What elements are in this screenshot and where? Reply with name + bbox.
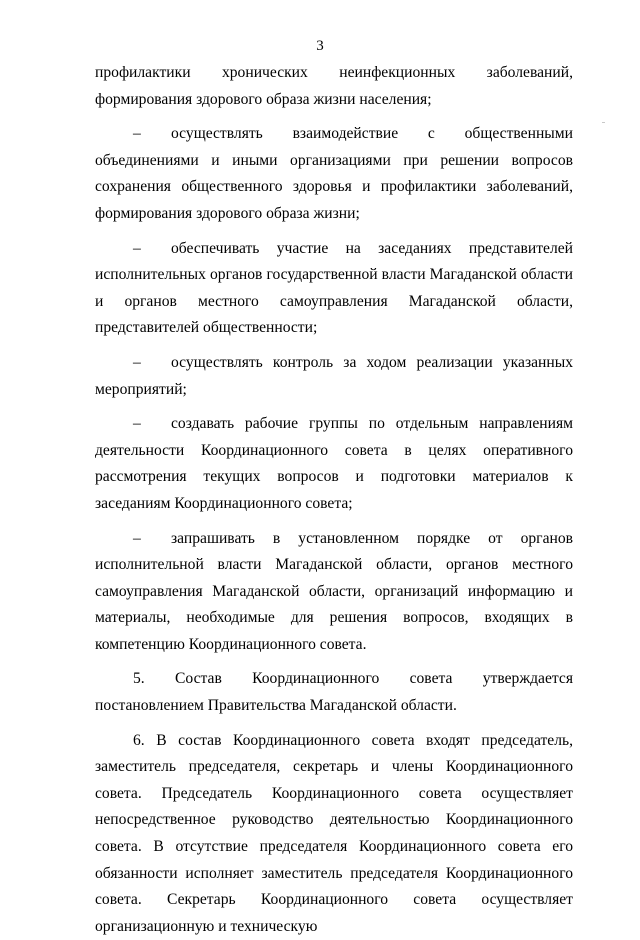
paragraph-text: 5. Состав Координационного совета утверждается постановлением Правительства Магаданской области.	[95, 670, 573, 715]
paragraph-text: профилактики хронических неинфекционных заболеваний, формирования здорового образа жизни населения;	[95, 64, 573, 108]
list-item	[95, 350, 573, 403]
list-item-text: создавать рабочие группы по отдельным направлениям деятельности Координационного совета в целях оперативного рассмотрения текущих вопросов и подготовки материалов к заседаниям Координационного совета;	[95, 415, 573, 512]
dash-bullet: –	[133, 125, 141, 143]
list-item-text: запрашивать в установленном порядке от органов исполнительной власти Магаданской области, органов местного самоуправления Магаданской области, организаций информацию и материалы, необходимые для решения вопросов, входящих в компетенцию Координационного совета.	[95, 529, 573, 653]
numbered-paragraph	[95, 728, 573, 940]
list-item	[95, 411, 573, 517]
list-item-text: осуществлять контроль за ходом реализации указанных мероприятий;	[95, 353, 573, 398]
list-item-text: осуществлять взаимодействие с общественными объединениями и иными организациями при решении вопросов сохранения общественного здоровья и профилактики заболеваний, формирования здорового образа жизни;	[95, 125, 573, 222]
list-item	[95, 121, 573, 227]
page-number: 3	[316, 38, 324, 54]
paragraph-continuation	[95, 60, 573, 113]
dash-bullet: –	[133, 415, 141, 433]
document-body	[95, 60, 573, 940]
dash-bullet: –	[133, 239, 141, 257]
paragraph-text: 6. В состав Координационного совета входят председатель, заместитель председателя, секретарь и члены Координационного совета. Председатель Координационного совета осуществляет непосредственное руководство деятельностью Координационного совета. В отсутствие председателя Координационного совета его обязанности исполняет заместитель председателя Координационного совета. Секретарь Координационного совета осуществляет организационную и техническую	[95, 731, 573, 935]
list-item	[95, 526, 573, 659]
dash-bullet: –	[133, 353, 141, 371]
numbered-paragraph	[95, 666, 573, 719]
list-item-text: обеспечивать участие на заседаниях представителей исполнительных органов государственной власти Магаданской области и органов местного самоуправления Магаданской области, представителей общественности;	[95, 239, 573, 337]
scan-edge-mark	[602, 122, 605, 123]
list-item	[95, 236, 573, 342]
dash-bullet: –	[133, 529, 141, 547]
